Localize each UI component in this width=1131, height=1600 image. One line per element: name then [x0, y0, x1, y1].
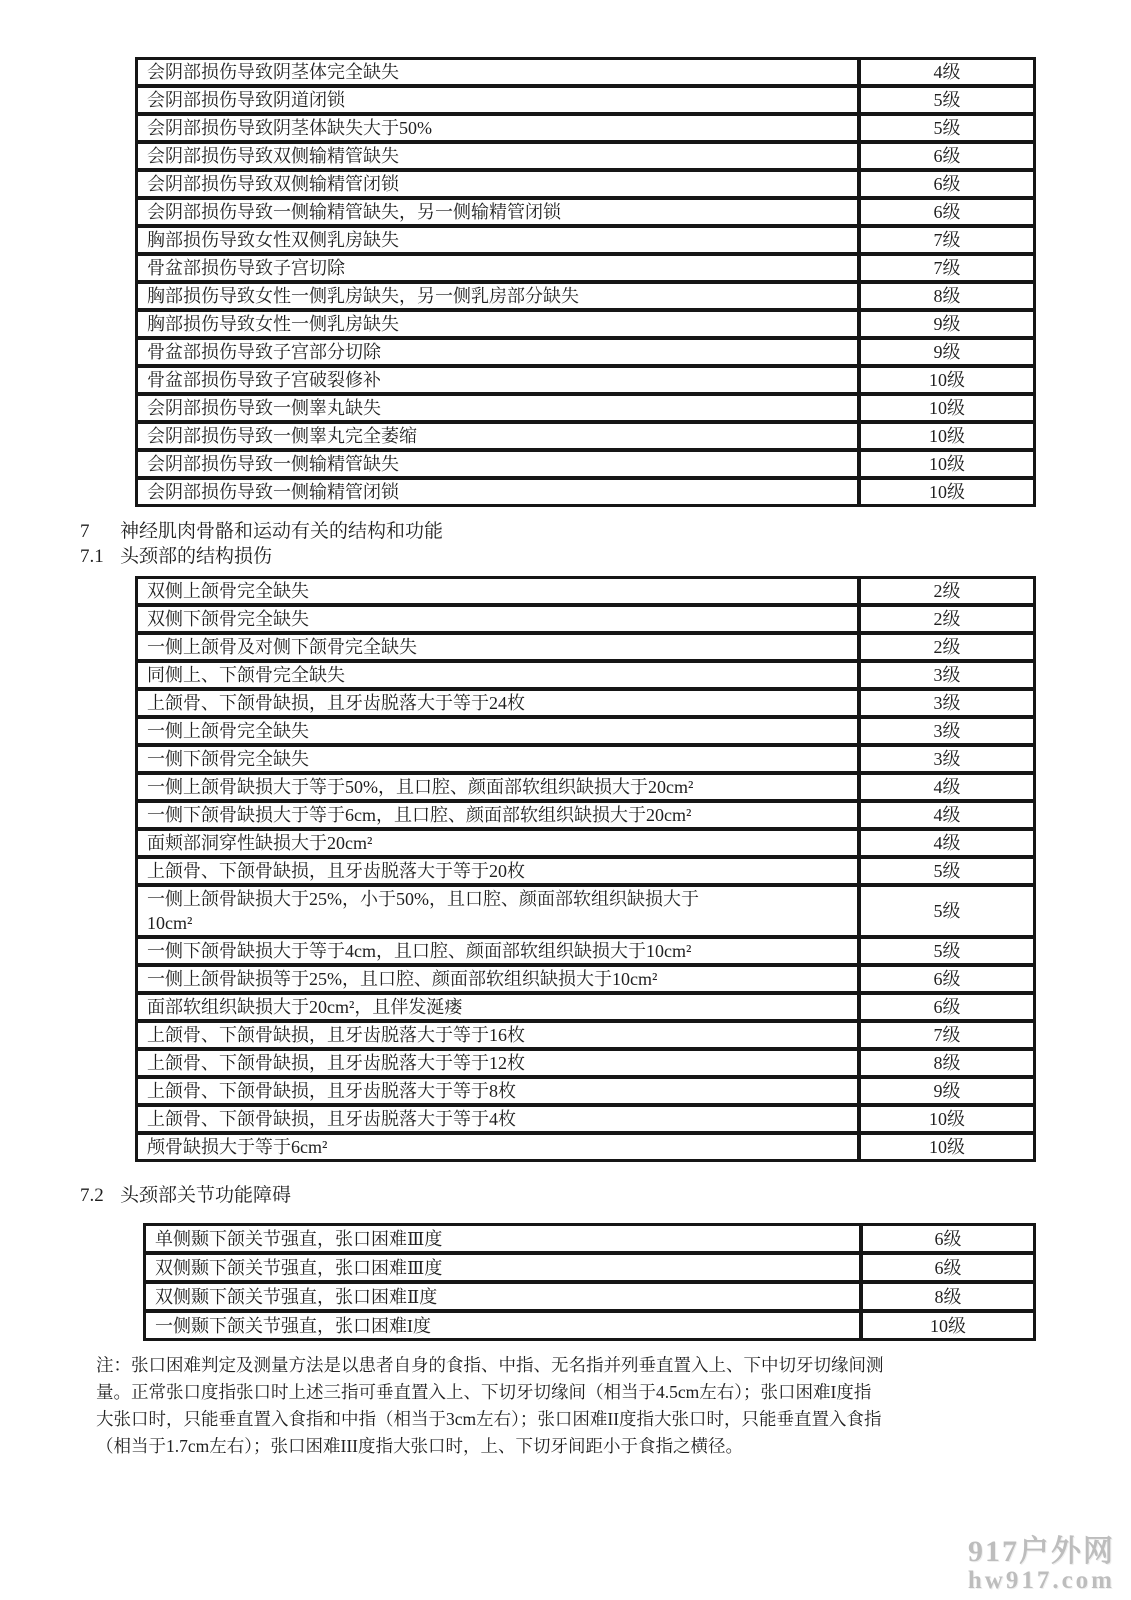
disability-grade: 4级 [933, 833, 961, 853]
head-neck-structure-injury-table [136, 577, 1035, 1161]
perineal-chest-pelvis-injury-table [136, 58, 1035, 506]
injury-description: 会阴部损伤导致一侧输精管缺失，另一侧输精管闭锁 [147, 202, 561, 222]
injury-description: 一侧下颌骨缺损大于等于6cm，且口腔、颜面部软组织缺损大于20cm² [147, 805, 692, 825]
disability-grade-cell [861, 1253, 1035, 1282]
injury-description-cell [136, 773, 859, 801]
disability-grade-cell [859, 993, 1035, 1021]
injury-description: 双侧下颌骨完全缺失 [147, 609, 309, 629]
injury-description: 双侧上颌骨完全缺失 [147, 581, 309, 601]
disability-grade: 2级 [933, 581, 961, 601]
disability-grade: 7级 [933, 1025, 961, 1045]
injury-description-continued: 10cm² [147, 913, 193, 933]
disability-grade-cell [859, 885, 1035, 937]
injury-description: 双侧颞下颌关节强直，张口困难Ⅲ度 [155, 1257, 443, 1278]
injury-description: 上颌骨、下颌骨缺损，且牙齿脱落大于等于24枚 [147, 693, 525, 713]
injury-description: 一侧上颌骨及对侧下颌骨完全缺失 [147, 637, 417, 657]
disability-grade-cell [859, 661, 1035, 689]
injury-description-cell [136, 1021, 859, 1049]
injury-description: 一侧上颌骨完全缺失 [147, 721, 309, 741]
disability-grade: 10级 [929, 1137, 965, 1157]
disability-grade-cell [859, 1133, 1035, 1161]
disability-grade-cell [859, 1021, 1035, 1049]
injury-description: 会阴部损伤导致一侧输精管缺失 [147, 454, 399, 474]
disability-grade-cell [859, 801, 1035, 829]
table-row [136, 993, 1035, 1021]
table-row [136, 717, 1035, 745]
injury-description-cell [136, 1133, 859, 1161]
injury-description-cell [136, 993, 859, 1021]
note-line: 大张口时，只能垂直置入食指和中指（相当于3cm左右）；张口困难II度指大张口时，只能垂直置入食指 [96, 1409, 882, 1429]
table-row [136, 633, 1035, 661]
disability-grade: 4级 [933, 805, 961, 825]
disability-grade-cell [861, 1224, 1035, 1253]
disability-grade: 6级 [934, 1228, 962, 1249]
injury-description-cell [136, 633, 859, 661]
injury-description: 面颊部洞穿性缺损大于20cm² [147, 833, 373, 853]
disability-grade: 10级 [929, 454, 965, 474]
disability-grade: 10级 [929, 482, 965, 502]
disability-grade-cell [859, 1049, 1035, 1077]
table-row [136, 226, 1035, 254]
disability-grade: 10级 [929, 370, 965, 390]
disability-grade: 5级 [933, 118, 961, 138]
disability-grade-cell [859, 338, 1035, 366]
injury-description-cell [136, 885, 859, 937]
disability-grade: 5级 [933, 941, 961, 961]
disability-grade: 4级 [933, 62, 961, 82]
table-row [136, 1049, 1035, 1077]
disability-grade: 6级 [933, 969, 961, 989]
injury-description-cell [136, 422, 859, 450]
disability-grade: 5级 [933, 861, 961, 881]
injury-description-cell [136, 198, 859, 226]
section-title: 头颈部的结构损伤 [120, 546, 273, 567]
injury-description: 会阴部损伤导致一侧输精管闭锁 [147, 482, 399, 502]
table-row [136, 338, 1035, 366]
disability-grade-cell [859, 633, 1035, 661]
injury-description: 上颌骨、下颌骨缺损，且牙齿脱落大于等于20枚 [147, 861, 525, 881]
injury-description: 会阴部损伤导致阴道闭锁 [147, 90, 345, 110]
disability-grade-cell [859, 170, 1035, 198]
disability-grade-cell [859, 282, 1035, 310]
disability-grade-cell [859, 1077, 1035, 1105]
injury-description: 上颌骨、下颌骨缺损，且牙齿脱落大于等于8枚 [147, 1081, 516, 1101]
injury-description-cell [136, 1077, 859, 1105]
disability-grade-cell [859, 310, 1035, 338]
table-row [136, 965, 1035, 993]
injury-description-cell [136, 254, 859, 282]
disability-grade: 2级 [933, 609, 961, 629]
injury-description: 面部软组织缺损大于20cm²，且伴发涎瘘 [147, 997, 463, 1017]
disability-grade: 9级 [933, 314, 961, 334]
disability-grade: 9级 [933, 342, 961, 362]
disability-grade-cell [859, 773, 1035, 801]
table-row [144, 1282, 1035, 1311]
disability-grade-cell [859, 965, 1035, 993]
table-row [136, 58, 1035, 86]
disability-grade-cell [859, 745, 1035, 773]
injury-description: 骨盆部损伤导致子宫切除 [147, 258, 345, 278]
site-watermark [968, 1536, 1115, 1594]
injury-description-cell [136, 310, 859, 338]
disability-grade: 6级 [933, 146, 961, 166]
injury-description-cell [136, 226, 859, 254]
table-row [136, 198, 1035, 226]
disability-grade: 8级 [933, 286, 961, 306]
disability-grade: 9级 [933, 1081, 961, 1101]
table-row [136, 829, 1035, 857]
disability-grade: 2级 [933, 637, 961, 657]
injury-description: 骨盆部损伤导致子宫部分切除 [147, 342, 381, 362]
injury-description: 骨盆部损伤导致子宫破裂修补 [147, 370, 381, 390]
table-row [136, 114, 1035, 142]
table-row [136, 1021, 1035, 1049]
table-row [136, 142, 1035, 170]
table-row [136, 885, 1035, 937]
injury-description-cell [136, 394, 859, 422]
injury-description-cell [136, 282, 859, 310]
injury-description-cell [136, 114, 859, 142]
watermark-site-name: 917户外网 [968, 1535, 1115, 1569]
table-row [136, 661, 1035, 689]
table-row [136, 478, 1035, 506]
table-row [136, 394, 1035, 422]
injury-description: 一侧上颌骨缺损等于25%，且口腔、颜面部软组织缺损大于10cm² [147, 969, 658, 989]
table-row [144, 1224, 1035, 1253]
injury-description: 一侧上颌骨缺损大于等于50%，且口腔、颜面部软组织缺损大于20cm² [147, 777, 694, 797]
section-7-2-heading [80, 1183, 1131, 1208]
injury-description: 一侧下颌骨缺损大于等于4cm，且口腔、颜面部软组织缺损大于10cm² [147, 941, 692, 961]
disability-grade: 3级 [933, 665, 961, 685]
injury-description-cell [136, 450, 859, 478]
injury-description-cell [136, 1105, 859, 1133]
injury-description-cell [136, 170, 859, 198]
injury-description-cell [136, 689, 859, 717]
table-row [136, 282, 1035, 310]
section-7-heading [80, 519, 1131, 569]
table-row [136, 605, 1035, 633]
table-row [136, 450, 1035, 478]
injury-description: 单侧颞下颌关节强直，张口困难Ⅲ度 [155, 1228, 443, 1249]
injury-description: 一侧下颌骨完全缺失 [147, 749, 309, 769]
disability-grade-cell [859, 857, 1035, 885]
disability-grade-cell [859, 226, 1035, 254]
injury-description: 会阴部损伤导致阴茎体缺失大于50% [147, 118, 432, 138]
injury-description-cell [144, 1253, 861, 1282]
injury-description-cell [136, 717, 859, 745]
injury-description-cell [136, 801, 859, 829]
injury-description-cell [136, 142, 859, 170]
injury-description-cell [136, 937, 859, 965]
note-line: 量。正常张口度指张口时上述三指可垂直置入上、下切牙切缘间（相当于4.5cm左右）；张口困难I度指 [96, 1382, 872, 1402]
disability-grade-cell [859, 937, 1035, 965]
disability-grade-cell [859, 689, 1035, 717]
disability-grade-cell [859, 114, 1035, 142]
table-row [136, 745, 1035, 773]
disability-grade: 6级 [933, 174, 961, 194]
disability-grade: 3级 [933, 749, 961, 769]
disability-grade: 4级 [933, 777, 961, 797]
section-number: 7.2 [80, 1185, 104, 1206]
injury-description: 上颌骨、下颌骨缺损，且牙齿脱落大于等于4枚 [147, 1109, 516, 1129]
disability-grade: 10级 [929, 426, 965, 446]
injury-description: 一侧上颌骨缺损大于25%，小于50%，且口腔、颜面部软组织缺损大于 [147, 889, 699, 909]
injury-description: 双侧颞下颌关节强直，张口困难Ⅱ度 [155, 1286, 438, 1307]
table-row [136, 577, 1035, 605]
disability-grade-cell [859, 58, 1035, 86]
disability-grade-cell [859, 478, 1035, 506]
table-row [136, 1077, 1035, 1105]
disability-grade-cell [859, 605, 1035, 633]
disability-grade-cell [859, 577, 1035, 605]
injury-description: 胸部损伤导致女性一侧乳房缺失 [147, 314, 399, 334]
injury-description: 颅骨缺损大于等于6cm² [147, 1137, 328, 1157]
table-row [136, 773, 1035, 801]
table-row [136, 1105, 1035, 1133]
injury-description: 会阴部损伤导致双侧输精管闭锁 [147, 174, 399, 194]
disability-grade-cell [859, 394, 1035, 422]
section-number: 7.1 [80, 546, 104, 567]
disability-grade: 7级 [933, 258, 961, 278]
disability-grade-cell [859, 198, 1035, 226]
table-row [136, 170, 1035, 198]
disability-grade-cell [859, 422, 1035, 450]
injury-description-cell [136, 661, 859, 689]
disability-grade: 7级 [933, 230, 961, 250]
disability-grade-cell [861, 1311, 1035, 1340]
table-row [136, 857, 1035, 885]
disability-grade-cell [859, 142, 1035, 170]
section-title: 神经肌肉骨骼和运动有关的结构和功能 [120, 521, 444, 542]
disability-grade: 5级 [933, 90, 961, 110]
table-row [144, 1311, 1035, 1340]
watermark-site-url: hw917.com [967, 1566, 1115, 1594]
disability-grade-cell [859, 86, 1035, 114]
table-row [136, 254, 1035, 282]
injury-description-cell [136, 857, 859, 885]
disability-grade-cell [859, 717, 1035, 745]
disability-grade: 6级 [933, 997, 961, 1017]
disability-grade: 10级 [929, 1109, 965, 1129]
note-line: （相当于1.7cm左右）；张口困难III度指大张口时，上、下切牙间距小于食指之横径。 [96, 1436, 743, 1456]
disability-grade: 8级 [933, 1053, 961, 1073]
table-row [136, 1133, 1035, 1161]
table-row [136, 801, 1035, 829]
injury-description-cell [144, 1311, 861, 1340]
table-row [136, 689, 1035, 717]
injury-description-cell [144, 1282, 861, 1311]
injury-description: 上颌骨、下颌骨缺损，且牙齿脱落大于等于12枚 [147, 1053, 525, 1073]
injury-description: 会阴部损伤导致一侧睾丸缺失 [147, 398, 381, 418]
injury-description-cell [136, 829, 859, 857]
injury-description: 胸部损伤导致女性一侧乳房缺失，另一侧乳房部分缺失 [147, 286, 579, 306]
disability-grade-cell [861, 1282, 1035, 1311]
injury-description-cell [136, 745, 859, 773]
injury-description: 会阴部损伤导致一侧睾丸完全萎缩 [147, 426, 417, 446]
section-number: 7 [80, 521, 90, 542]
injury-description-cell [136, 58, 859, 86]
injury-description-cell [136, 338, 859, 366]
disability-grade: 3级 [933, 693, 961, 713]
disability-grade-cell [859, 366, 1035, 394]
table-row [136, 86, 1035, 114]
disability-grade: 8级 [934, 1286, 962, 1307]
injury-description: 胸部损伤导致女性双侧乳房缺失 [147, 230, 399, 250]
injury-description-cell [136, 86, 859, 114]
head-neck-joint-dysfunction-table [144, 1224, 1035, 1340]
disability-grade-cell [859, 450, 1035, 478]
injury-description: 会阴部损伤导致双侧输精管缺失 [147, 146, 399, 166]
injury-description-cell [136, 965, 859, 993]
injury-description-cell [136, 577, 859, 605]
disability-grade: 6级 [934, 1257, 962, 1278]
disability-grade-cell [859, 1105, 1035, 1133]
mouth-opening-measurement-note [96, 1352, 1048, 1460]
injury-description: 上颌骨、下颌骨缺损，且牙齿脱落大于等于16枚 [147, 1025, 525, 1045]
injury-description-cell [136, 605, 859, 633]
disability-grade: 3级 [933, 721, 961, 741]
injury-description-cell [136, 366, 859, 394]
injury-description: 一侧颞下颌关节强直，张口困难I度 [155, 1315, 431, 1336]
note-line: 注：张口困难判定及测量方法是以患者自身的食指、中指、无名指并列垂直置入上、下中切牙切缘间测 [96, 1355, 884, 1375]
disability-grade-cell [859, 829, 1035, 857]
injury-description-cell [144, 1224, 861, 1253]
injury-description: 同侧上、下颌骨完全缺失 [147, 665, 345, 685]
injury-description-cell [136, 478, 859, 506]
disability-grade: 5级 [933, 901, 961, 921]
disability-grade: 6级 [933, 202, 961, 222]
injury-description-cell [136, 1049, 859, 1077]
table-row [136, 310, 1035, 338]
section-title: 头颈部关节功能障碍 [120, 1185, 292, 1206]
table-row [136, 937, 1035, 965]
injury-description: 会阴部损伤导致阴茎体完全缺失 [147, 62, 399, 82]
disability-grade: 10级 [930, 1315, 966, 1336]
table-row [136, 422, 1035, 450]
disability-grade-cell [859, 254, 1035, 282]
table-row [136, 366, 1035, 394]
table-row [144, 1253, 1035, 1282]
disability-grade: 10级 [929, 398, 965, 418]
